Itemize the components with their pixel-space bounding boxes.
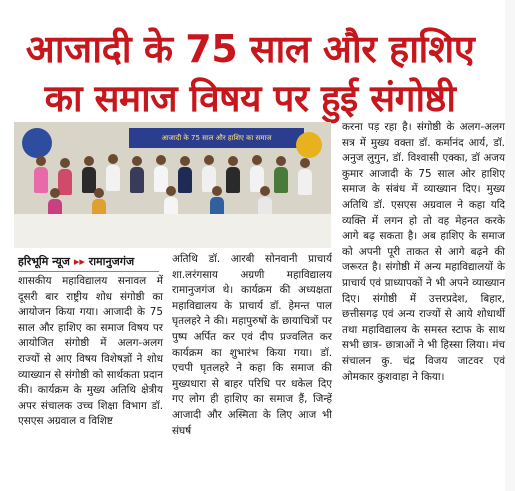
article-text: शासकीय महाविद्यालय सनावल में दूसरी बार राष्ट्रीय शोध संगोष्ठी का आयोजन किया गया। आजादी के 75 साल और हाशिए का समाज विषय पर आयोजित संगोष्ठी में अलग-अलग राज्यों से आए विषय विशेषज्ञों ने शोध व्याख्यान से संगोष्ठी को सार्थकता प्रदान की। कार्यक्रम के मुख्य अतिथि क्षेत्रीय अपर संचालक उच्च शिक्षा विभाग डॉ. एसएस अग्रवाल व विशिष्ट <box>18 275 163 428</box>
byline-location: रामानुजगंज <box>88 255 135 268</box>
headline-line-1: आजादी के 75 साल और हाशिए <box>25 27 475 71</box>
byline-rule <box>18 271 159 272</box>
person-figure <box>34 156 48 193</box>
person-figure <box>106 154 120 191</box>
headline-line-2: का समाज विषय पर हुई संगोष्ठी <box>44 77 456 120</box>
person-figure <box>274 156 288 193</box>
stage-banner: आजादी के 75 साल और हाशिए का समाज <box>129 128 304 148</box>
byline <box>18 254 134 269</box>
byline-source: हरिभूमि न्यूज <box>18 255 70 268</box>
person-figure <box>130 156 144 193</box>
byline-arrow-icon: ▸▸ <box>73 255 85 268</box>
article-column-2 <box>172 252 332 439</box>
flower-decoration <box>296 132 322 158</box>
event-photo <box>14 122 331 248</box>
table-cloth <box>14 214 331 248</box>
article-column-1 <box>18 274 163 430</box>
article-column-3 <box>342 120 505 385</box>
article-text: करना पड़ रहा है। संगोष्ठी के अलग-अलग सत्र में मुख्य वक्ता डॉ. कर्मानंद आर्य, डॉ. अनुज लुगुन, डॉ. विश्वासी एक्का, डॉ अजय कुमार आजादी के 75 साल ओर हाशिए समाज के संबंध में व्याख्यान दिए। मुख्य अतिथि डॉ. एसएस अग्रवाल ने कहा यदि व्यक्ति में लगन हो तो वह मेहनत करके आगे बढ़ सकता है। अब हाशिए के समाज को अपनी पूरी ताकत से आगे बढ़ने की जरूरत है। संगोष्ठी में अन्य महाविद्यालयों के प्राचार्य एवं प्राध्यापकों ने भी अपने व्याख्यान दिए। संगोष्ठी में उत्तरप्रदेश, बिहार, छत्तीसगढ़ एवं अन्य राज्यों से आये शोधार्थी तथा महाविद्यालय के समस्त स्टाफ के साथ सभी छात्र- छात्राओं ने भी हिस्सा लिया। मंच संचालन कु. चंद्र विजय जाटवर एवं ओमकार कुशवाहा ने किया। <box>342 121 505 383</box>
decor-left <box>22 128 52 158</box>
person-figure <box>178 156 192 193</box>
person-figure <box>226 156 240 193</box>
person-figure <box>298 158 312 195</box>
article-text: अतिथि डॉ. आरबी सोनवानी प्राचार्य शा.लरंगसाय अग्रणी महाविद्यालय रामानुजगंज थे। कार्यक्रम की अध्यक्षता महाविद्यालय के प्राचार्य डॉ. हेमन्त पाल घृतलहरे ने की। महापुरुषों के छायाचित्रों पर पुष्प अर्पित कर एवं दीप प्रज्वलित कर कार्यक्रम का शुभारंभ किया गया। डॉ. एचपी घृतलहरे ने कहा कि समाज की मुख्यधारा से बाहर परिधि पर धकेल दिए गए लोग ही हाशिए का समाज हैं, जिन्हें आजादी और अस्मिता के लिए आज भी संघर्ष <box>172 253 332 437</box>
adjacent-page-edge <box>505 0 515 491</box>
